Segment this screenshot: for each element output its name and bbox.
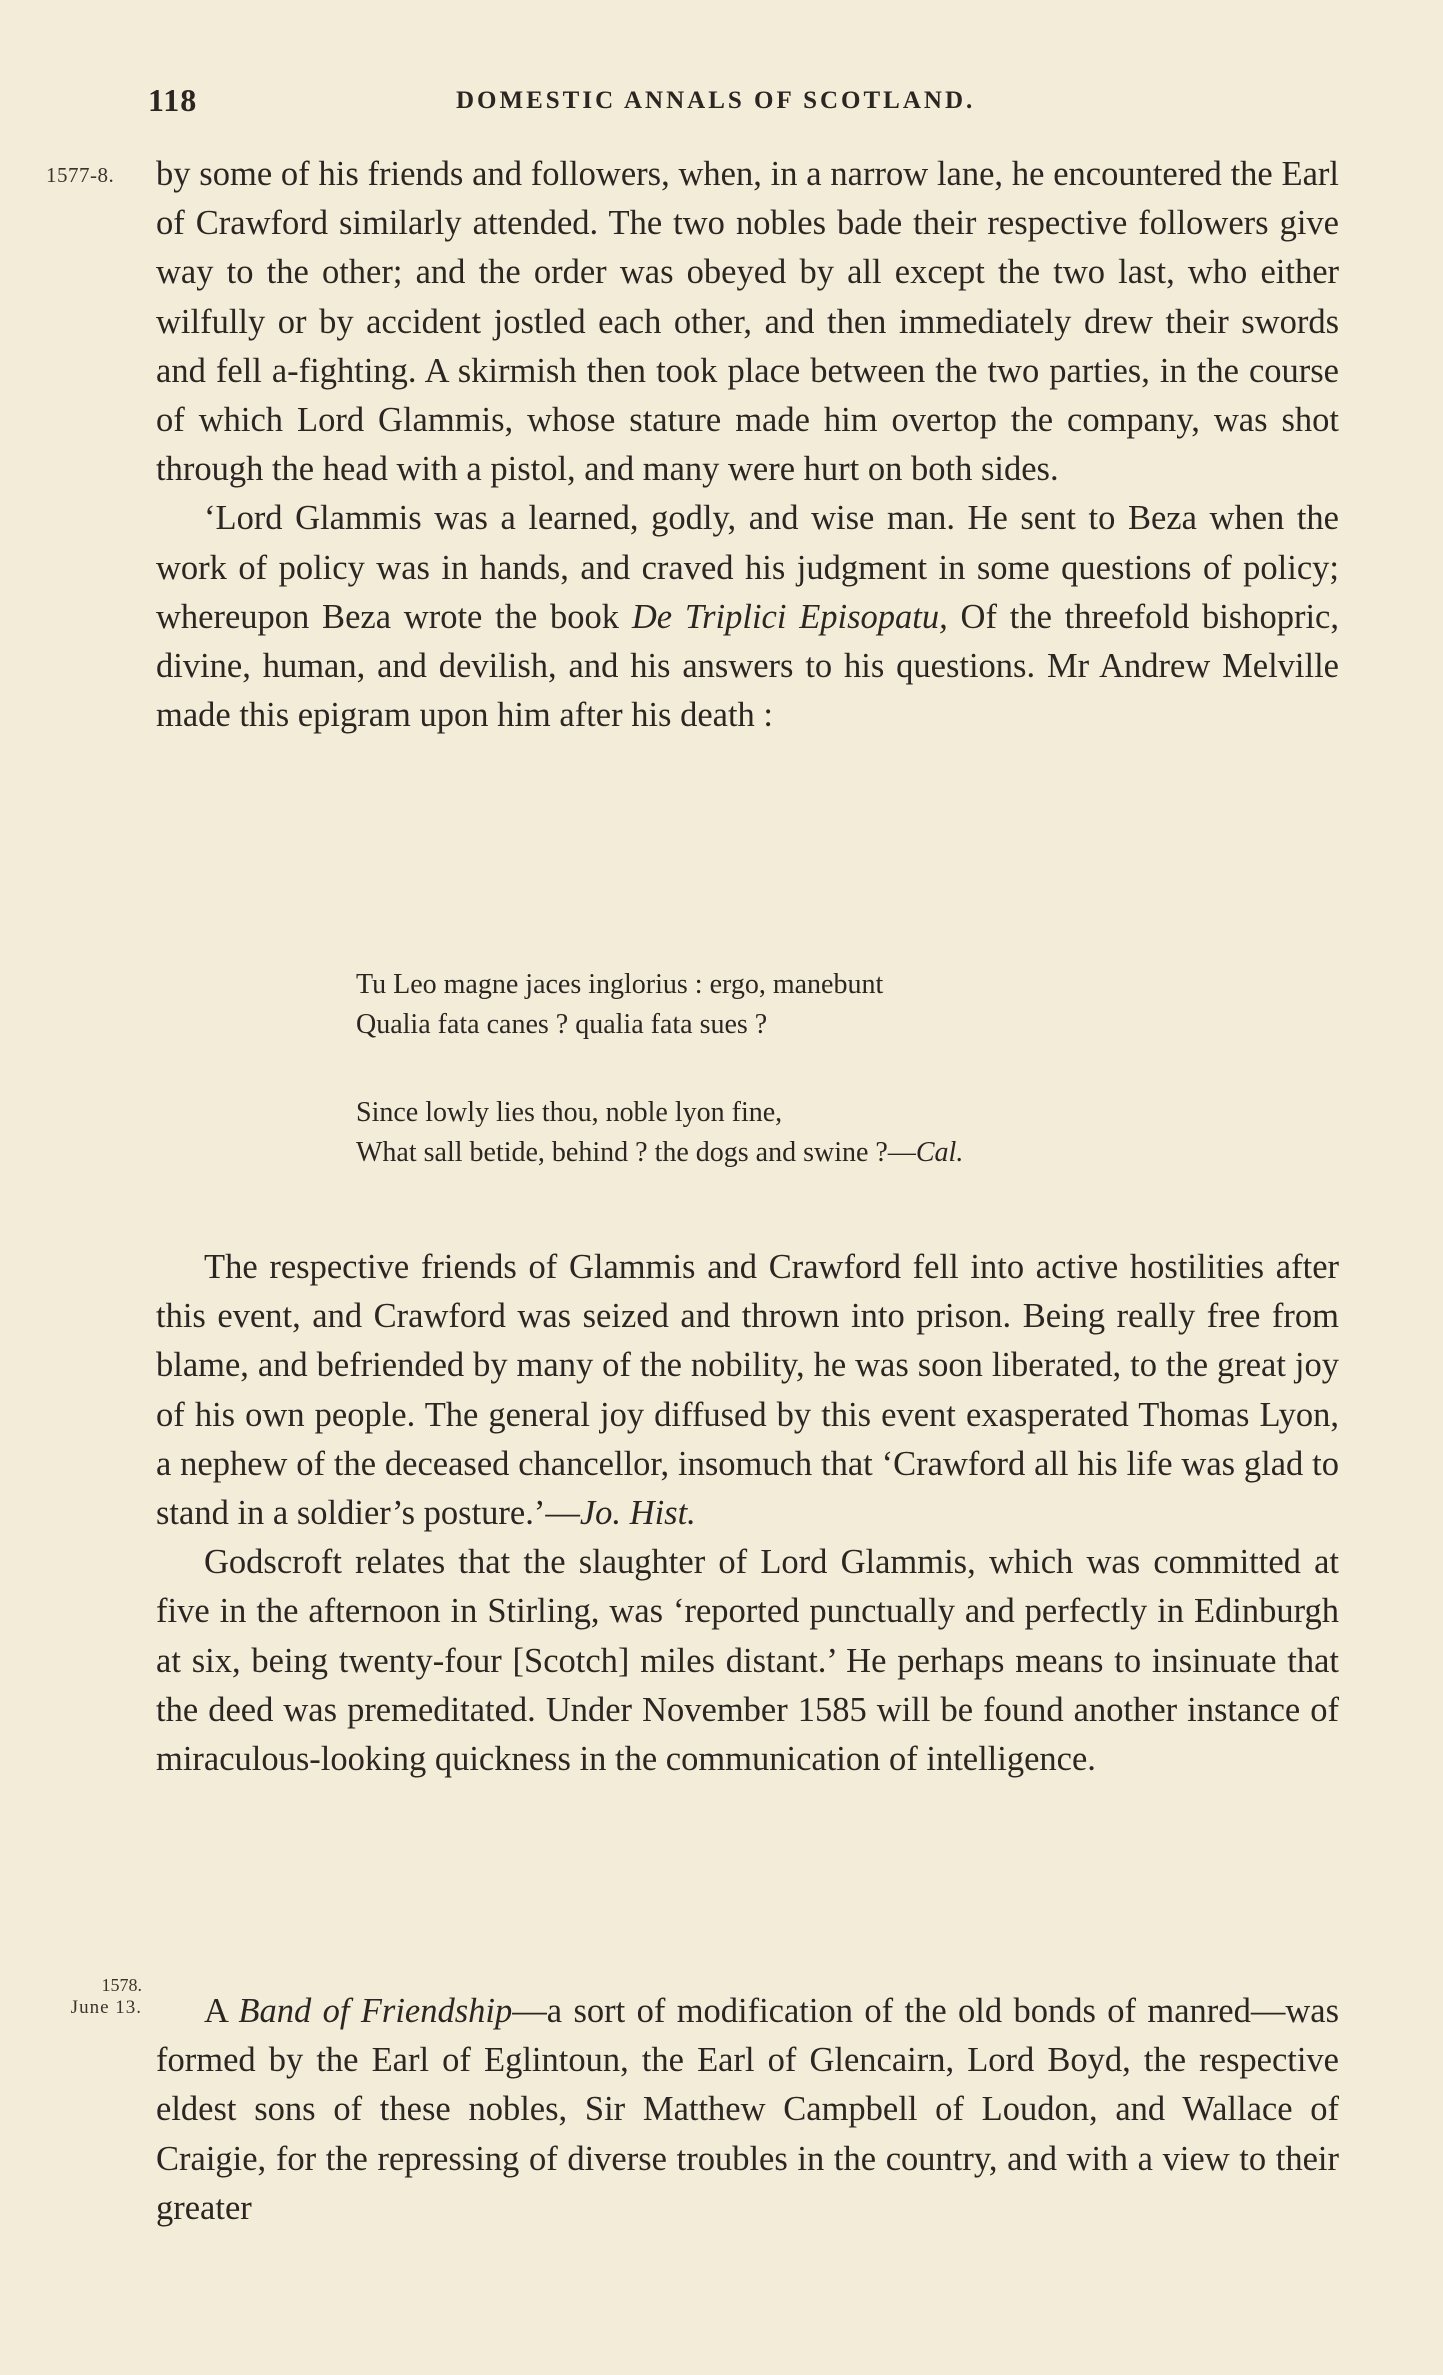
margin-year-2: 1578. xyxy=(101,1975,142,1995)
band-of-friendship-italic: Band of Friendship xyxy=(238,1992,513,2030)
paragraph-1: by some of his friends and followers, when, in a narrow lane, he encountered the Earl of Crawford similarly attended. The two nobles bade their respective followers give way to the other; and the order was obeyed by all except the two last, who either wilfully or by accident jostled each other, and then immediately drew their swords and fell a-fighting. A skirmish then took place between the two parties, in the course of which Lord Glammis, whose stature made him overtop the company, was shot through the head with a pistol, and many were hurt on both sides. xyxy=(156,155,1339,489)
paragraph-3-text: The respective friends of Glammis and Crawford fell into active hostilities after this event, and Crawford was seized and thrown into prison. Being really free from blame, and befriended by many of the nobility, he was soon liberated, to the great joy of his own people. The general joy diffused by this event exasperated Thomas Lyon, a nephew of the deceased chancellor, insomuch that ‘Crawford all his life was glad to stand in a soldier’s posture.’— xyxy=(156,1248,1339,1533)
paragraph-5 xyxy=(156,1987,1339,2233)
book-title-italic: De Triplici Episopatu, xyxy=(631,597,948,636)
paragraph-5-text-a: A xyxy=(204,1992,239,2030)
paragraph-3 xyxy=(156,1243,1339,1538)
paragraph-2-text-b: Of the threefold bishopric, divine, human, and devilish, and his answers to his questions. Mr Andrew Melville made this epigram upon him after his death : xyxy=(156,597,1339,735)
latin-line-2: Qualia fata canes ? qualia fata sues ? xyxy=(356,1009,768,1040)
page-number: 118 xyxy=(148,82,198,118)
text-block-middle xyxy=(156,1243,1339,1784)
paragraph-3-source: Jo. Hist. xyxy=(579,1494,696,1533)
latin-epigram xyxy=(356,965,883,1045)
scots-translation xyxy=(356,1093,963,1173)
scots-line-1: Since lowly lies thou, noble lyon fine, xyxy=(356,1097,783,1128)
latin-line-1: Tu Leo magne jaces inglorius : ergo, manebunt xyxy=(356,969,884,1000)
paragraph-4: Godscroft relates that the slaughter of Lord Glammis, which was committed at five in the afternoon in Stirling, was ‘reported punctually and perfectly in Edinburgh at six, being twenty-four [Scotch] miles distant.’ He perhaps means to insinuate that the deed was premeditated. Under November 1585 will be found another instance of miraculous-looking quickness in the communication of intelligence. xyxy=(156,1543,1339,1779)
paragraph-2-text-a: ‘Lord Glammis was a learned, godly, and wise man. He sent to Beza when the work of policy was in hands, and craved his judgment in some questions of policy; whereupon Beza wrote the book xyxy=(156,499,1339,636)
running-title: DOMESTIC ANNALS OF SCOTLAND. xyxy=(456,87,976,114)
margin-year: 1577-8. xyxy=(46,163,115,187)
scots-line-2-text: What sall betide, behind ? the dogs and swine ?— xyxy=(356,1137,916,1168)
page-header xyxy=(148,82,1338,122)
scots-line-2-source: Cal. xyxy=(915,1137,964,1168)
paragraph-2 xyxy=(156,494,1339,740)
margin-date: June 13. xyxy=(70,1997,142,2018)
scots-line-2 xyxy=(356,1133,963,1173)
paragraph-5-text-b: —a sort of modification of the old bonds of manred—was formed by the Earl of Eglintoun, the Earl of Glencairn, Lord Boyd, the respective eldest sons of these nobles, Sir Matthew Campbell of Loudon, and Wallace of Craigie, for the repressing of diverse troubles in the country, and with a view to their greater xyxy=(156,1992,1340,2227)
text-block-top xyxy=(156,150,1339,740)
text-block-bottom xyxy=(156,1987,1339,2233)
